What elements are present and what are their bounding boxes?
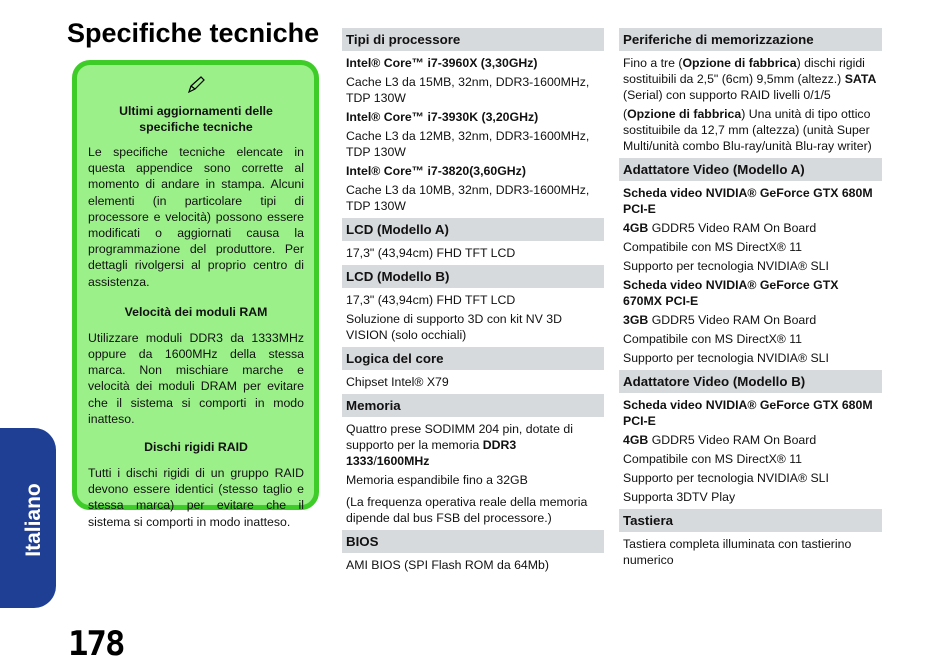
video-b-header: Adattatore Video (Modello B) bbox=[619, 370, 882, 393]
language-tab-label: Italiano bbox=[22, 483, 45, 557]
cpu-1-name: Intel® Core™ i7-3960X (3,30GHz) bbox=[346, 56, 538, 70]
cpu-1-desc: Cache L3 da 15MB, 32nm, DDR3-1600MHz, TDP 130W bbox=[346, 75, 590, 105]
lcd-b-text: 17,3" (43,94cm) FHD TFT LCD bbox=[346, 293, 516, 307]
storage-t1-post: ) dischi rigidi sostituibili da 2,5" (6cm) 9,5mm (altezz.) bbox=[623, 56, 865, 86]
video-a-card-2-mem-type: GDDR5 Video RAM On Board bbox=[648, 313, 817, 327]
note-text: Le specifiche tecniche elencate in questa appendice sono corrette al momento di andare in stampa. Alcuni elementi (in particolare tipi di processore e velocità) possono essere modificati o aggiornati causa la programmazione del produttore. Per dettagli rivolgersi al proprio centro di assistenza. bbox=[88, 145, 304, 289]
memory-text bbox=[342, 421, 604, 469]
storage-section bbox=[619, 28, 882, 154]
keyboard-header: Tastiera bbox=[619, 509, 882, 532]
spec-column-middle bbox=[342, 28, 604, 577]
memory-note: (La frequenza operativa reale della memoria dipende dal bus FSB del processore.) bbox=[346, 495, 588, 525]
lcd-a-header: LCD (Modello A) bbox=[342, 218, 604, 241]
video-b-card-1-mem bbox=[619, 432, 882, 448]
storage-t1-pre: Fino a tre ( bbox=[623, 56, 683, 70]
storage-text-1 bbox=[619, 55, 882, 103]
video-a-card-2-name: Scheda video NVIDIA® GeForce GTX 670MX PCI-E bbox=[623, 278, 839, 308]
cpu-2-desc: Cache L3 da 12MB, 32nm, DDR3-1600MHz, TDP 130W bbox=[346, 129, 590, 159]
video-b-card-1-mem-size: 4GB bbox=[623, 433, 649, 447]
video-a-card-2-mem bbox=[619, 312, 882, 328]
cpu-2-name: Intel® Core™ i7-3930K (3,20GHz) bbox=[346, 110, 539, 124]
note-box bbox=[72, 60, 319, 529]
storage-t1-sata: SATA bbox=[844, 72, 877, 86]
memory-ddr3-1333: DDR3 1333 bbox=[346, 438, 517, 468]
lcd-a-section bbox=[342, 218, 604, 261]
memory-slash: / bbox=[373, 454, 377, 468]
video-a-header: Adattatore Video (Modello A) bbox=[619, 158, 882, 181]
cpu-3-desc: Cache L3 da 10MB, 32nm, DDR3-1600MHz, TDP 130W bbox=[346, 183, 590, 213]
spec-column-right bbox=[619, 28, 882, 572]
video-a-section bbox=[619, 158, 882, 366]
storage-header: Periferiche di memorizzazione bbox=[619, 28, 882, 51]
video-b-card-1-3dtv: Supporta 3DTV Play bbox=[623, 490, 736, 504]
bios-text: AMI BIOS (SPI Flash ROM da 64Mb) bbox=[346, 558, 549, 572]
video-a-card-2-mem-size: 3GB bbox=[623, 313, 649, 327]
lcd-b-section bbox=[342, 265, 604, 343]
lcd-b-header: LCD (Modello B) bbox=[342, 265, 604, 288]
note-heading: Ultimi aggiornamenti delle specifiche tecniche bbox=[119, 104, 273, 134]
lcd-b-3d-text: Soluzione di supporto 3D con kit NV 3D VISION (solo occhiali) bbox=[346, 312, 562, 342]
core-logic-header: Logica del core bbox=[342, 347, 604, 370]
core-logic-text: Chipset Intel® X79 bbox=[346, 375, 449, 389]
storage-t2-option: Opzione di fabbrica bbox=[627, 107, 742, 121]
storage-t2-post: ) Una unità di tipo ottico sostituibile da 12,7 mm (altezza) (unità Super Multi/unità combo Blu-ray/unità Blu-ray writer) bbox=[623, 107, 872, 153]
video-a-card-1-dx: Compatibile con MS DirectX® 11 bbox=[623, 240, 803, 254]
memory-1600mhz: 1600MHz bbox=[376, 454, 430, 468]
video-b-card-1-sli: Supporto per tecnologia NVIDIA® SLI bbox=[623, 471, 829, 485]
storage-t2-pre: ( bbox=[623, 107, 628, 121]
bios-section bbox=[342, 530, 604, 573]
cpu-3-name: Intel® Core™ i7-3820(3,60GHz) bbox=[346, 164, 526, 178]
core-logic-section bbox=[342, 347, 604, 390]
pencil-icon bbox=[88, 75, 304, 99]
bios-header: BIOS bbox=[342, 530, 604, 553]
lcd-a-text: 17,3" (43,94cm) FHD TFT LCD bbox=[346, 246, 516, 260]
video-b-card-1-mem-type: GDDR5 Video RAM On Board bbox=[648, 433, 817, 447]
ram-heading: Velocità dei moduli RAM bbox=[124, 304, 268, 319]
cpu-header: Tipi di processore bbox=[342, 28, 604, 51]
video-a-card-1-mem bbox=[619, 220, 882, 236]
video-a-card-1-mem-type: GDDR5 Video RAM On Board bbox=[648, 221, 817, 235]
raid-heading: Dischi rigidi RAID bbox=[144, 440, 248, 455]
video-b-section bbox=[619, 370, 882, 505]
memory-text-pre: Quattro prese SODIMM 204 pin, dotate di supporto per la memoria bbox=[346, 422, 573, 452]
cpu-section bbox=[342, 28, 604, 214]
storage-t1-post2: (Serial) con supporto RAID livelli 0/1/5 bbox=[623, 88, 831, 102]
video-a-card-2-dx: Compatibile con MS DirectX® 11 bbox=[623, 332, 803, 346]
memory-expand: Memoria espandibile fino a 32GB bbox=[346, 473, 528, 487]
memory-section bbox=[342, 394, 604, 526]
ram-text: Utilizzare moduli DDR3 da 1333MHz oppure da 1600MHz della stessa marca. Non mischiare marche e velocità dei moduli DRAM per evitare che il sistema si comporti in modo inatteso. bbox=[88, 330, 304, 426]
keyboard-section bbox=[619, 509, 882, 568]
video-a-card-1-name: Scheda video NVIDIA® GeForce GTX 680M PCI-E bbox=[623, 186, 873, 216]
raid-text: Tutti i dischi rigidi di un gruppo RAID devono essere identici (stesso taglio e stessa marca) per evitare che il sistema si comporti in modo inatteso. bbox=[88, 466, 304, 529]
keyboard-text: Tastiera completa illuminata con tastierino numerico bbox=[623, 537, 852, 567]
video-b-card-1-dx: Compatibile con MS DirectX® 11 bbox=[623, 452, 803, 466]
page-title: Specifiche tecniche bbox=[67, 18, 320, 48]
video-a-card-1-mem-size: 4GB bbox=[623, 221, 649, 235]
page-number: 178 bbox=[68, 624, 124, 664]
video-b-card-1-name: Scheda video NVIDIA® GeForce GTX 680M PCI-E bbox=[623, 398, 873, 428]
video-a-card-2-sli: Supporto per tecnologia NVIDIA® SLI bbox=[623, 351, 829, 365]
video-a-card-1-sli: Supporto per tecnologia NVIDIA® SLI bbox=[623, 259, 829, 273]
storage-t1-option: Opzione di fabbrica bbox=[682, 56, 797, 70]
memory-header: Memoria bbox=[342, 394, 604, 417]
storage-text-2 bbox=[619, 106, 882, 154]
